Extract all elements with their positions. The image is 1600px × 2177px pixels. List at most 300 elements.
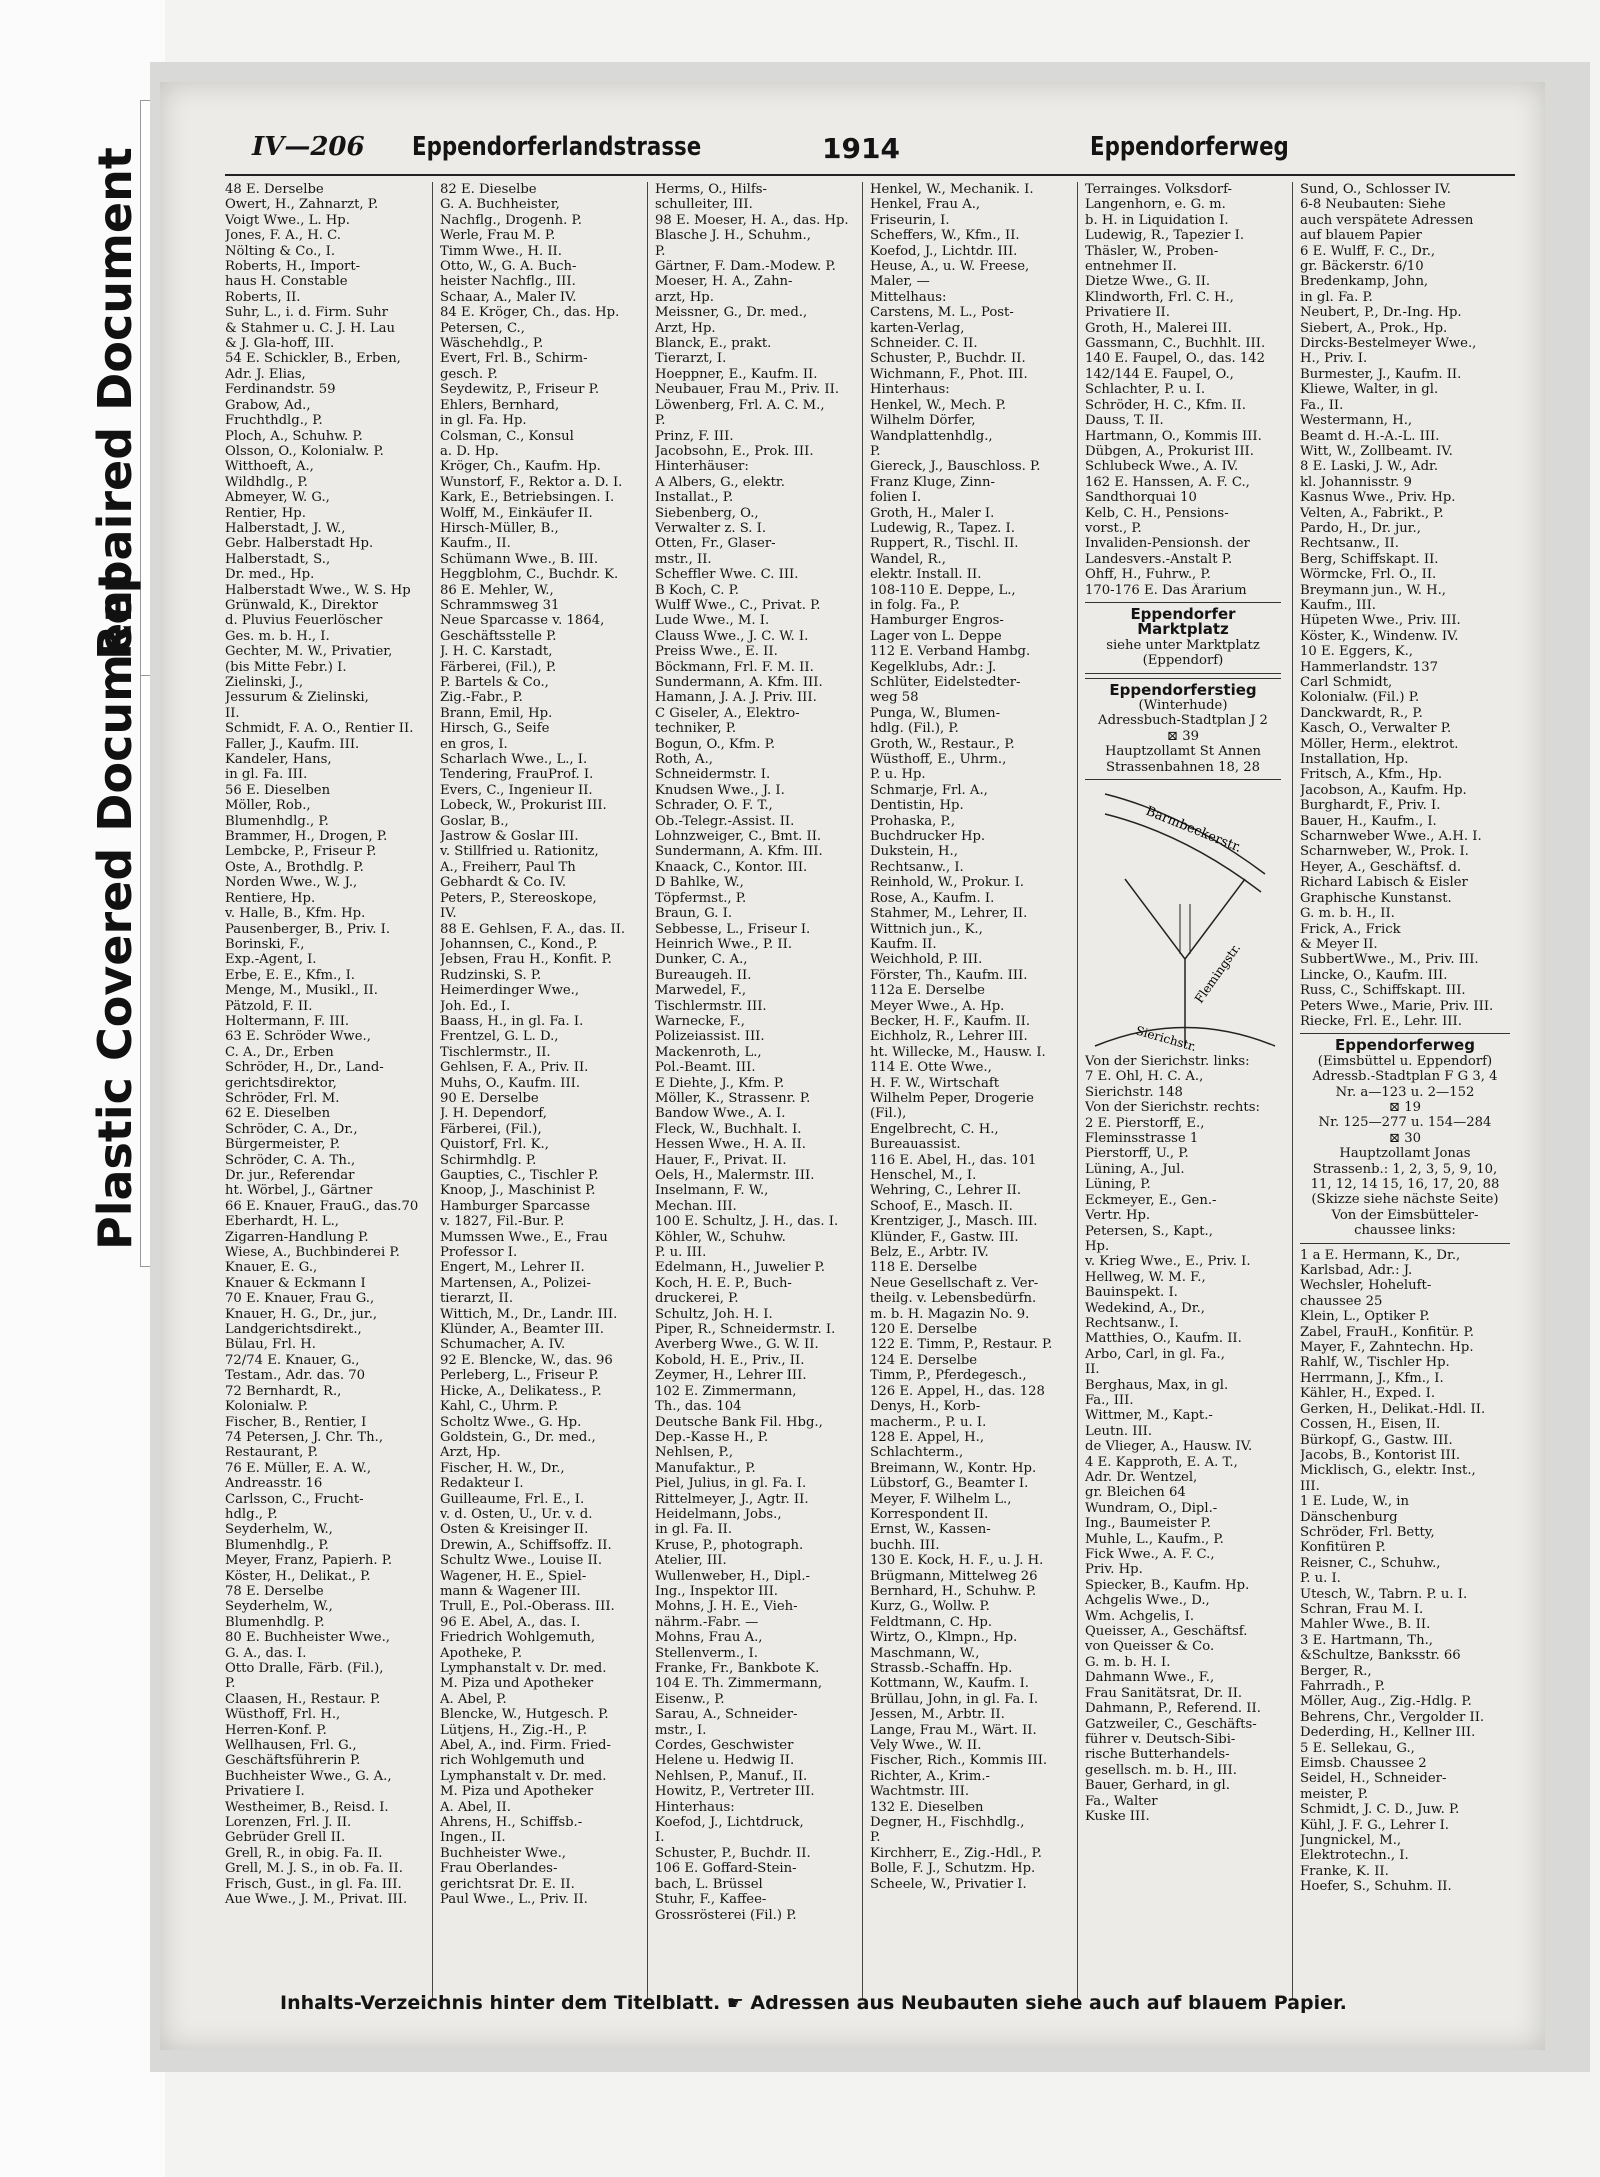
directory-entry: Fischer, Rich., Kommis III.: [870, 1753, 1048, 1769]
directory-entry: D Bahlke, W.,: [655, 875, 744, 891]
directory-entry: Bülau, Frl. H.: [225, 1337, 316, 1353]
directory-entry: Bredenkamp, John,: [1300, 274, 1429, 290]
directory-entry: 128 E. Appel, H.,: [870, 1429, 985, 1445]
directory-entry: Arzt, Hp.: [440, 1445, 501, 1461]
directory-entry: Sundermann, A. Kfm. III.: [655, 844, 823, 860]
directory-entry: Rentiere, Hp.: [225, 890, 316, 906]
directory-entry: (bis Mitte Febr.) I.: [225, 659, 347, 675]
directory-entry: Scharnweber Wwe., A.H. I.: [1300, 829, 1482, 845]
directory-entry: 112 E. Verband Hambg.: [870, 644, 1031, 660]
directory-entry: mstr., II.: [655, 551, 712, 567]
directory-entry: v. Halle, B., Kfm. Hp.: [225, 906, 366, 922]
directory-entry: Faller, J., Kaufm. III.: [225, 736, 360, 752]
directory-entry: Fa., Walter: [1085, 1793, 1158, 1809]
repaired-document-label: Repaired Document: [88, 147, 142, 660]
directory-entry: G. A., das. I.: [225, 1645, 307, 1661]
directory-entry: Berger, R.,: [1300, 1663, 1372, 1679]
directory-entry: Wandel, R.,: [870, 551, 946, 567]
directory-entry: macherm., P. u. I.: [870, 1414, 987, 1430]
directory-entry: Brügmann, Mittelweg 26: [870, 1568, 1038, 1584]
column-divider: [1077, 182, 1078, 2000]
directory-entry: Wehring, C., Lehrer II.: [870, 1183, 1022, 1199]
directory-entry: Owert, H., Zahnarzt, P.: [225, 197, 379, 213]
directory-entry: gesellsch. m. b. H., III.: [1085, 1762, 1237, 1778]
directory-entry: Drewin, A., Schiffsoffz. II.: [440, 1537, 612, 1553]
directory-entry: Tierarzt, I.: [655, 351, 727, 367]
directory-entry: en gros, I.: [440, 736, 508, 752]
box-line: Hauptzollamt Jonas: [1339, 1146, 1471, 1162]
directory-entry: Oste, A., Brothdlg. P.: [225, 859, 364, 875]
directory-entry: G. A. Buchheister,: [440, 197, 560, 213]
directory-entry: Scholtz Wwe., G. Hp.: [440, 1414, 582, 1430]
directory-entry: Ploch, A., Schuhw. P.: [225, 428, 363, 444]
directory-entry: Jungnickel, M.,: [1300, 1833, 1402, 1849]
directory-entry: Wirtz, O., Klmpn., Hp.: [870, 1630, 1018, 1646]
directory-entry: Goldstein, G., Dr. med.,: [440, 1429, 596, 1445]
directory-entry: Scharnweber, W., Prok. I.: [1300, 844, 1469, 860]
directory-entry: Ing., Inspektor III.: [655, 1583, 778, 1599]
directory-entry: Strassb.-Schaffn. Hp.: [870, 1661, 1013, 1676]
directory-entry: P. u. I.: [1300, 1571, 1341, 1587]
directory-entry: Lobeck, W., Prokurist III.: [440, 798, 607, 814]
directory-entry: Dänschenburg: [1300, 1509, 1398, 1525]
column-divider: [432, 182, 433, 2000]
directory-entry: Karlsbad, Adr.: J.: [1300, 1263, 1413, 1279]
column-6-entries-lower: [1300, 1248, 1510, 1895]
directory-entry: chaussee 25: [1300, 1293, 1383, 1309]
directory-entry: Krentziger, J., Masch. III.: [870, 1214, 1038, 1230]
directory-entry: Wachtmstr. III.: [870, 1784, 970, 1800]
directory-entry: Fruchthdlg., P.: [225, 413, 323, 429]
directory-entry: Roberts, H., Import-: [225, 259, 361, 275]
directory-entry: Färberei, (Fil.),: [440, 1121, 542, 1137]
directory-entry: A Albers, G., elektr.: [655, 474, 785, 490]
directory-entry: Blencke, W., Hutgesch. P.: [440, 1707, 609, 1723]
weg-title: Eppendorferweg: [1335, 1036, 1475, 1055]
directory-entry: II.: [225, 705, 240, 721]
directory-entry: 72/74 E. Knauer, G.,: [225, 1352, 360, 1368]
directory-entry: Siebenberg, O.,: [655, 505, 759, 521]
directory-entry: Bürgermeister, P.: [225, 1137, 341, 1153]
directory-entry: H., Priv. I.: [1300, 351, 1368, 367]
directory-entry: gr. Bäckerstr. 6/10: [1300, 259, 1424, 275]
directory-entry: Adr. Dr. Wentzel,: [1085, 1470, 1198, 1485]
directory-entry: Installation, Hp.: [1300, 752, 1409, 768]
directory-entry: Meyer, Franz, Papierh. P.: [225, 1553, 393, 1569]
directory-entry: Ernst, W., Kassen-: [870, 1522, 991, 1538]
directory-entry: Blanck, E., prakt.: [655, 336, 772, 352]
directory-entry: Brüllau, John, in gl. Fa. I.: [870, 1691, 1039, 1707]
directory-entry: Jebsen, Frau H., Konfit. P.: [440, 952, 612, 968]
directory-entry: Preiss Wwe., E. II.: [655, 644, 778, 660]
directory-entry: Schultz, Joh. H. I.: [655, 1306, 773, 1322]
directory-entry: Hessen Wwe., H. A. II.: [655, 1137, 806, 1153]
directory-entry: Fa., II.: [1300, 397, 1344, 413]
directory-entry: 1 a E. Hermann, K., Dr.,: [1300, 1247, 1461, 1263]
directory-entry: Klünder, A., Beamter III.: [440, 1322, 604, 1338]
directory-entry: Franke, Fr., Bankbote K.: [655, 1661, 820, 1676]
directory-entry: Seidel, H., Schneider-: [1300, 1771, 1447, 1787]
directory-entry: Warnecke, F.,: [655, 1013, 745, 1029]
directory-entry: Meyer, F. Wilhelm L.,: [870, 1491, 1012, 1507]
column-5-entries-lower: [1085, 1054, 1281, 1824]
directory-entry: von Queisser & Co.: [1085, 1639, 1215, 1655]
directory-entry: Halberstadt, S.,: [225, 551, 331, 567]
directory-entry: Schlubeck Wwe., A. IV.: [1085, 459, 1239, 475]
directory-entry: Wilhelm Peper, Drogerie: [870, 1090, 1034, 1106]
directory-entry: Utesch, W., Tabrn. P. u. I.: [1300, 1586, 1468, 1602]
directory-entry: Arbo, Carl, in gl. Fa.,: [1085, 1346, 1225, 1362]
directory-entry: Hoefer, S., Schuhm. II.: [1300, 1879, 1452, 1895]
directory-entry: Neubauer, Frau M., Priv. II.: [655, 382, 840, 398]
directory-entry: Dep.-Kasse H., P.: [655, 1429, 769, 1445]
directory-entry: in gl. Fa. III.: [225, 767, 308, 783]
directory-entry: Lüning, P.: [1085, 1177, 1151, 1193]
directory-entry: v. Krieg Wwe., E., Priv. I.: [1085, 1254, 1251, 1270]
page-header: [252, 132, 1510, 172]
directory-entry: 132 E. Dieselben: [870, 1799, 984, 1815]
directory-entry: 62 E. Dieselben: [225, 1106, 331, 1122]
directory-entry: Töpfermst., P.: [655, 890, 747, 906]
directory-entry: Dauss, T. II.: [1085, 413, 1164, 429]
directory-entry: Deutsche Bank Fil. Hbg.,: [655, 1414, 823, 1430]
directory-entry: Kottmann, W., Kaufm. I.: [870, 1676, 1029, 1692]
directory-entry: Eberhardt, H. L.,: [225, 1214, 339, 1230]
directory-entry: Dukstein, H.,: [870, 844, 958, 860]
directory-entry: Velten, A., Fabrikt., P.: [1300, 505, 1444, 521]
directory-entry: 112a E. Derselbe: [870, 983, 985, 999]
directory-entry: Bogun, O., Kfm. P.: [655, 736, 776, 752]
directory-entry: 1 E. Lude, W., in: [1300, 1494, 1410, 1510]
directory-entry: Richard Labisch & Eisler: [1300, 875, 1468, 891]
directory-entry: Richter, A., Krim.-: [870, 1768, 990, 1784]
directory-entry: Heyer, A., Geschäftsf. d.: [1300, 859, 1462, 875]
directory-entry: Hirsch-Müller, B.,: [440, 520, 559, 536]
directory-entry: Lager von L. Deppe: [870, 628, 1002, 644]
box-line: (Winterhude): [1138, 698, 1228, 713]
footer-note: Inhalts-Verzeichnis hinter dem Titelblatt. ☛ Adressen aus Neubauten siehe auch auf blauem Papier.: [280, 1992, 1347, 2014]
directory-entry: Schneidermstr. I.: [655, 767, 771, 783]
directory-entry: Zielinski, J.,: [225, 675, 304, 690]
directory-entry: Henkel, Frau A.,: [870, 197, 981, 213]
directory-entry: Polizeiassist. III.: [655, 1029, 765, 1045]
directory-entry: IV.: [440, 906, 457, 922]
directory-entry: Dr. med., Hp.: [225, 567, 315, 583]
directory-entry: 86 E. Mehler, W.,: [440, 582, 554, 598]
directory-entry: Lorenzen, Frl. J. II.: [225, 1815, 352, 1831]
directory-entry: d. Pluvius Feuerlöscher: [225, 613, 383, 629]
directory-entry: Schröder, Frl. M.: [225, 1090, 340, 1106]
directory-entry: Dederding, H., Kellner III.: [1300, 1725, 1476, 1741]
directory-entry: Kähler, H., Exped. I.: [1300, 1386, 1436, 1402]
directory-entry: Dr. jur., Referendar: [225, 1168, 355, 1183]
directory-entry: Grell, R., in obig. Fa. II.: [225, 1845, 383, 1861]
directory-entry: Seyderhelm, W.,: [225, 1599, 333, 1615]
directory-entry: C. A., Dr., Erben: [225, 1044, 334, 1060]
directory-entry: Kirchherr, E., Zig.-Hdl., P.: [870, 1845, 1042, 1861]
directory-entry: elektr. Install. II.: [870, 567, 982, 583]
directory-entry: 140 E. Faupel, O., das. 142: [1085, 351, 1266, 367]
directory-entry: Wilhelm Dörfer,: [870, 413, 976, 429]
directory-entry: Bürkopf, G., Gastw. III.: [1300, 1432, 1453, 1448]
directory-entry: 108-110 E. Deppe, L.,: [870, 582, 1016, 598]
directory-entry: 78 E. Derselbe: [225, 1583, 324, 1599]
directory-entry: Meyer Wwe., A. Hp.: [870, 998, 1005, 1014]
directory-entry: bach, L. Brüssel: [655, 1876, 763, 1892]
directory-entry: Hicke, A., Delikatess., P.: [440, 1383, 602, 1399]
directory-entry: Böckmann, Frl. F. M. II.: [655, 659, 814, 675]
directory-entry: Maschmann, W.,: [870, 1645, 980, 1661]
directory-entry: Ohff, H., Fuhrw., P.: [1085, 567, 1211, 583]
directory-entry: Groth, W., Restaur., P.: [870, 736, 1015, 752]
directory-entry: Quistorf, Frl. K.,: [440, 1137, 549, 1153]
directory-entry: Colsman, C., Konsul: [440, 428, 574, 444]
box-line: Strassenbahnen 18, 28: [1105, 759, 1261, 775]
directory-entry: Koefod, J., Lichtdr. III.: [870, 243, 1018, 259]
directory-entry: Pausenberger, B., Priv. I.: [225, 921, 391, 937]
directory-entry: Langenhorn, e. G. m.: [1085, 197, 1226, 213]
directory-entry: Engelbrecht, C. H.,: [870, 1121, 999, 1137]
directory-entry: Nehlsen, P., Manuf., II.: [655, 1768, 808, 1784]
directory-entry: Adr. J. Elias,: [225, 366, 306, 382]
directory-entry: C Giseler, A., Elektro-: [655, 705, 800, 721]
directory-entry: Hinterhäuser:: [655, 459, 749, 475]
directory-entry: rische Butterhandels-: [1085, 1747, 1230, 1763]
directory-entry: 48 E. Derselbe: [225, 182, 324, 197]
directory-entry: Groth, H., Maler I.: [870, 505, 995, 521]
directory-entry: Halberstadt Wwe., W. S. Hp: [225, 582, 411, 598]
directory-entry: Jastrow & Goslar III.: [440, 829, 579, 845]
directory-entry: Testam., Adr. das. 70: [225, 1368, 366, 1384]
directory-entry: Sund, O., Schlosser IV.: [1300, 182, 1451, 197]
directory-entry: Timm, P., Pferdegesch.,: [870, 1368, 1027, 1384]
directory-entry: Knaack, C., Kontor. III.: [655, 859, 808, 875]
directory-entry: Andreasstr. 16: [225, 1476, 323, 1492]
directory-entry: rich Wohlgemuth und: [440, 1753, 585, 1769]
directory-entry: Schlachter, P. u. I.: [1085, 382, 1206, 398]
directory-entry: 130 E. Kock, H. F., u. J. H.: [870, 1553, 1044, 1569]
directory-entry: Kolonialw. P.: [225, 1399, 308, 1415]
directory-entry: Schirmhdlg. P.: [440, 1152, 537, 1168]
directory-entry: Gebrüder Grell II.: [225, 1830, 346, 1846]
directory-entry: Apotheke, P.: [440, 1645, 523, 1661]
directory-entry: Mahler Wwe., B. II.: [1300, 1617, 1431, 1633]
directory-entry: Prinz, F. III.: [655, 428, 734, 444]
directory-entry: Lübstorf, G., Beamter I.: [870, 1476, 1029, 1492]
directory-entry: Frick, A., Frick: [1300, 921, 1401, 937]
directory-entry: de Vlieger, A., Hausw. IV.: [1085, 1439, 1253, 1455]
directory-entry: Ludewig, R., Tapezier I.: [1085, 228, 1245, 244]
directory-entry: Cossen, H., Eisen, II.: [1300, 1417, 1441, 1433]
directory-entry: Gaupties, C., Tischler P.: [440, 1168, 599, 1183]
directory-entry: theilg. v. Lebensbedürfn.: [870, 1291, 1037, 1307]
directory-entry: Eichholz, R., Lehrer III.: [870, 1029, 1028, 1045]
directory-entry: Graphische Kunstanst.: [1300, 890, 1452, 906]
directory-entry: Clauss Wwe., J. C. W. I.: [655, 628, 809, 644]
directory-entry: 5 E. Sellekau, G.,: [1300, 1740, 1415, 1756]
directory-entry: Schran, Frau M. I.: [1300, 1601, 1424, 1617]
box-line: (Skizze siehe nächste Seite): [1311, 1192, 1499, 1208]
directory-entry: Fa., III.: [1085, 1392, 1134, 1408]
directory-entry: Schuster, P., Buchdr. II.: [870, 351, 1026, 367]
box-line: Adressb.-Stadtplan F G 3, 4: [1312, 1069, 1498, 1085]
directory-entry: Eimsb. Chaussee 2: [1300, 1756, 1427, 1772]
directory-entry: Fischer, H. W., Dr.,: [440, 1460, 565, 1476]
directory-entry: Rittelmeyer, J., Agtr. II.: [655, 1491, 809, 1507]
directory-entry: P.: [225, 1676, 236, 1692]
directory-entry: Abmeyer, W. G.,: [225, 490, 330, 506]
directory-entry: Schneider. C. II.: [870, 336, 978, 352]
directory-entry: Wiese, A., Buchbinderei P.: [225, 1245, 400, 1261]
directory-entry: Heimerdinger Wwe.,: [440, 983, 580, 999]
directory-entry: Roth, A.,: [655, 752, 713, 768]
directory-entry: 72 Bernhardt, R.,: [225, 1383, 342, 1399]
directory-entry: Stellenverm., I.: [655, 1645, 758, 1661]
directory-entry: Heidelmann, Jobs.,: [655, 1506, 782, 1522]
directory-entry: Hirsch, G., Seife: [440, 721, 550, 737]
box-line: Strassenb.: 1, 2, 3, 5, 9, 10,: [1312, 1161, 1498, 1177]
directory-entry: Redakteur I.: [440, 1476, 524, 1492]
directory-entry: Schrader, O. F. T.,: [655, 798, 773, 814]
directory-entry: Kröger, Ch., Kaufm. Hp.: [440, 459, 601, 475]
directory-entry: m. b. H. Magazin No. 9.: [870, 1306, 1030, 1322]
marktplatz-title: Eppendorfer Marktplatz: [1130, 604, 1236, 639]
directory-entry: Jessen, M., Arbtr. II.: [870, 1707, 1005, 1723]
directory-entry: Thäsler, W., Proben-: [1085, 243, 1219, 259]
directory-entry: Leutn. III.: [1085, 1423, 1153, 1439]
directory-entry: Bauer, Gerhard, in gl.: [1085, 1778, 1230, 1794]
directory-entry: Privatiere I.: [225, 1784, 305, 1800]
directory-entry: Pierstorff, U., P.: [1085, 1146, 1189, 1162]
directory-entry: Meissner, G., Dr. med.,: [655, 305, 808, 321]
directory-entry: 63 E. Schröder Wwe.,: [225, 1029, 371, 1045]
directory-entry: Pardo, H., Dr. jur.,: [1300, 520, 1421, 536]
directory-entry: Muhle, L., Kaufm., P.: [1085, 1531, 1224, 1547]
directory-entry: arzt, Hp.: [655, 289, 714, 305]
directory-entry: a. D. Hp.: [440, 443, 499, 459]
directory-entry: Kark, E., Betriebsingen. I.: [440, 490, 615, 506]
plastic-covered-document-label: Plastic Covered Document: [88, 568, 142, 1250]
directory-entry: Carlsson, C., Frucht-: [225, 1491, 364, 1507]
directory-entry: Schlachterm.,: [870, 1445, 964, 1461]
directory-entry: E Diehte, J., Kfm. P.: [655, 1075, 785, 1091]
directory-entry: Ingen., II.: [440, 1830, 506, 1846]
directory-entry: Groth, H., Malerei III.: [1085, 320, 1232, 336]
directory-entry: 80 E. Buchheister Wwe.,: [225, 1630, 390, 1646]
directory-entry: Kaufm. II.: [870, 936, 937, 952]
directory-entry: Verwalter z. S. I.: [655, 520, 767, 536]
directory-entry: Wullenweber, H., Dipl.-: [655, 1568, 810, 1584]
box-line: ⊠ 19: [1388, 1099, 1422, 1115]
directory-entry: Brann, Emil, Hp.: [440, 705, 553, 721]
directory-entry: Hinterhaus:: [655, 1799, 735, 1815]
directory-entry: Mackenroth, L.,: [655, 1044, 762, 1060]
column-6: [1300, 182, 1510, 1992]
directory-entry: 74 Petersen, J. Chr. Th.,: [225, 1429, 384, 1445]
directory-entry: Dahmann, P., Referend. II.: [1085, 1701, 1261, 1717]
directory-entry: Voigt Wwe., L. Hp.: [225, 212, 350, 228]
directory-entry: A. Abel, P.: [440, 1691, 507, 1707]
directory-entry: Roberts, II.: [225, 289, 301, 305]
directory-entry: Wittich, M., Dr., Landr. III.: [440, 1306, 618, 1322]
directory-entry: Nölting & Co., I.: [225, 243, 336, 259]
directory-entry: Heggblohm, C., Buchdr. K.: [440, 567, 619, 583]
header-rule: [225, 174, 1515, 176]
directory-entry: Otto, W., G. A. Buch-: [440, 259, 577, 275]
directory-entry: Peters, P., Stereoskope,: [440, 890, 597, 906]
box-line: 11, 12, 14 15, 16, 17, 20, 88: [1310, 1177, 1500, 1192]
map-label-right: Flemingstr.: [1191, 941, 1244, 1006]
directory-entry: Ehlers, Bernhard,: [440, 397, 560, 413]
directory-entry: Wüsthoff, Frl. H.,: [225, 1707, 341, 1723]
directory-entry: 114 E. Otte Wwe.,: [870, 1060, 992, 1076]
directory-entry: Gassmann, C., Buchhlt. III.: [1085, 336, 1266, 352]
directory-entry: Joh. Ed., I.: [440, 998, 511, 1014]
directory-entry: Buchdrucker Hp.: [870, 829, 986, 845]
directory-entry: Nachflg., Drogenh. P.: [440, 212, 582, 228]
directory-entry: Frisch, Gust., in gl. Fa. III.: [225, 1876, 402, 1892]
directory-entry: Seydewitz, P., Friseur P.: [440, 382, 600, 398]
directory-entry: folien I.: [870, 490, 922, 506]
directory-entry: Moeser, H. A., Zahn-: [655, 274, 793, 290]
directory-entry: 102 E. Zimmermann,: [655, 1383, 797, 1399]
directory-entry: Borinski, F.,: [225, 936, 305, 952]
map-label-bottom: Sierichstr.: [1134, 1023, 1199, 1055]
directory-entry: Blumenhdlg., P.: [225, 1537, 329, 1553]
directory-entry: Hamburger Sparcasse: [440, 1198, 591, 1214]
directory-entry: Förster, Th., Kaufm. III.: [870, 967, 1028, 983]
directory-entry: Schumacher, A. IV.: [440, 1337, 566, 1353]
directory-entry: Koefod, J., Lichtdruck,: [655, 1815, 804, 1831]
directory-entry: Grabow, Ad.,: [225, 397, 311, 413]
directory-entry: Heuse, A., u. W. Freese,: [870, 259, 1030, 275]
directory-entry: Belz, E., Arbtr. IV.: [870, 1245, 989, 1261]
directory-entry: Buchheister Wwe.,: [440, 1845, 566, 1861]
directory-entry: Wildhdlg., P.: [225, 474, 308, 490]
directory-entry: Hüpeten Wwe., Priv. III.: [1300, 613, 1461, 629]
directory-entry: 162 E. Hanssen, A. F. C.,: [1085, 474, 1250, 490]
directory-entry: Reinhold, W., Prokur. I.: [870, 875, 1024, 891]
directory-entry: Restaurant, P.: [225, 1445, 318, 1461]
street-map: [1085, 784, 1281, 1054]
directory-entry: Fritsch, A., Kfm., Hp.: [1300, 767, 1443, 783]
directory-entry: Grossrösterei (Fil.) P.: [655, 1907, 797, 1923]
directory-entry: Helene u. Hedwig II.: [655, 1753, 795, 1769]
directory-entry: Marwedel, F.,: [655, 983, 747, 999]
directory-entry: Kaufm., III.: [1300, 597, 1376, 613]
directory-entry: Hamann, J. A. J. Priv. III.: [655, 690, 817, 706]
directory-entry: Lohnzweiger, C., Bmt. II.: [655, 829, 822, 845]
directory-entry: hdlg. (Fil.), P.: [870, 721, 959, 737]
directory-entry: Claasen, H., Restaur. P.: [225, 1691, 381, 1707]
directory-entry: Degner, H., Fischhdlg.,: [870, 1815, 1025, 1831]
directory-entry: Dietze Wwe., G. II.: [1085, 274, 1211, 290]
column-divider: [1292, 182, 1293, 2000]
directory-entry: 118 E. Derselbe: [870, 1260, 978, 1276]
directory-entry: J. H. C. Karstadt,: [440, 644, 553, 660]
directory-entry: Gechter, M. W., Privatier,: [225, 644, 393, 660]
directory-entry: Klein, L., Optiker P.: [1300, 1309, 1430, 1325]
directory-entry: G. m. b. H. I.: [1085, 1654, 1171, 1670]
directory-entry: Kliewe, Walter, in gl.: [1300, 382, 1439, 398]
directory-entry: Hammerlandstr. 137: [1300, 659, 1438, 675]
directory-entry: Privatiere II.: [1085, 305, 1170, 321]
directory-entry: Averberg Wwe., G. W. II.: [655, 1337, 819, 1353]
directory-entry: Professor I.: [440, 1245, 518, 1261]
directory-entry: H. F. W., Wirtschaft: [870, 1075, 1000, 1091]
directory-entry: 170-176 E. Das Ärarium: [1085, 582, 1247, 598]
column-5-entries: [1085, 182, 1281, 598]
